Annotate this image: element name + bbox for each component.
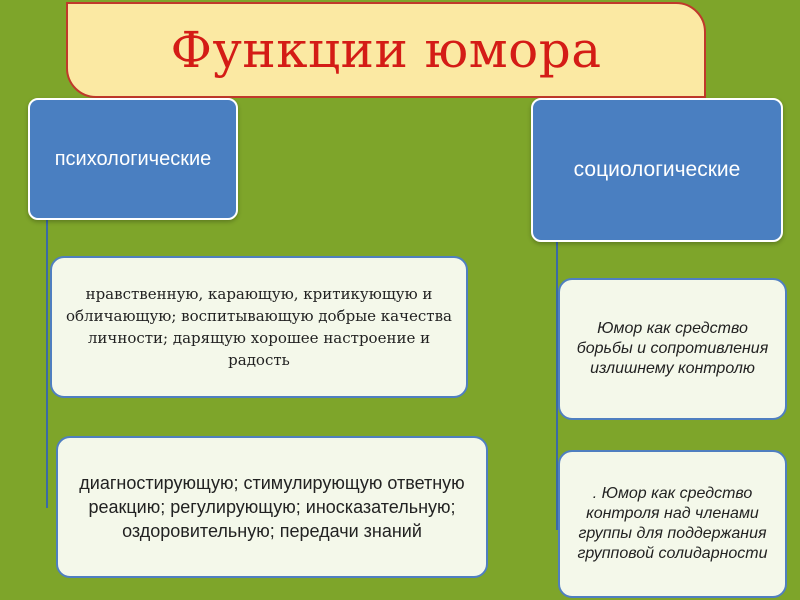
- sociological-item-1: [558, 278, 787, 420]
- heading-psychological: [28, 98, 238, 220]
- heading-sociological-label: социологические: [573, 158, 741, 181]
- sociological-item-2-text: . Юмор как средство контроля над членами группы для поддержания групповой солидарности: [577, 485, 768, 562]
- sociological-item-2: [558, 450, 787, 598]
- psychological-item-1-text: нравственную, карающую, критикующую и обличающую; воспитывающую добрые качества личности; дарящую хорошее настроение и радость: [66, 285, 452, 369]
- sociological-item-1-text: Юмор как средство борьбы и сопротивления излишнему контролю: [576, 320, 769, 377]
- title-banner: [66, 2, 706, 98]
- psychological-item-2: [56, 436, 488, 578]
- left-connector-line: [46, 220, 48, 508]
- heading-psychological-label: психологические: [54, 148, 212, 170]
- psychological-item-2-text: диагностирующую; стимулирующую ответную реакцию; регулирующую; иносказательную; оздоровительную; передачи знаний: [79, 473, 465, 541]
- heading-sociological: [531, 98, 783, 242]
- psychological-item-1: [50, 256, 468, 398]
- page-title: Функции юмора: [170, 21, 602, 79]
